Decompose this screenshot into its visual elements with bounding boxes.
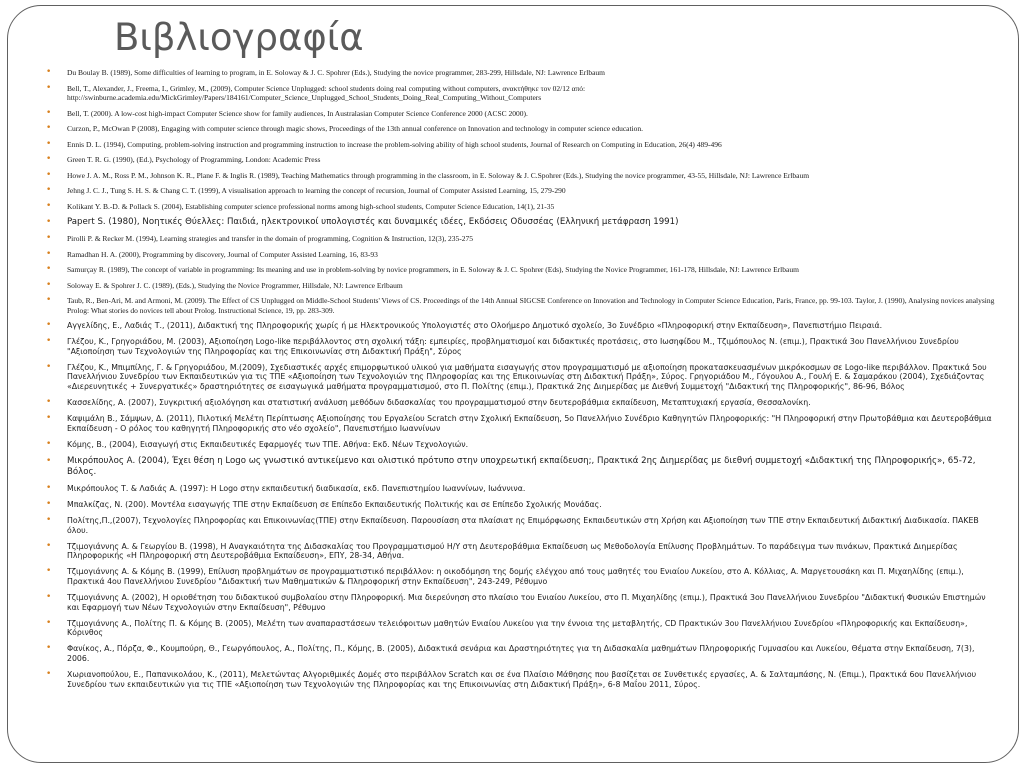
reference-item: • Soloway E. & Spohrer J. C. (1989), (Eds.), Studying the Novice Programmer, Hillsdale, NJ: Lawrence Erlbaum: [46, 281, 998, 291]
reference-item: • Kolikant Y. B.-D. & Pollack S. (2004), Establishing computer science professional norms among high-school students, Computer Science Education, 14(1), 21-35: [46, 202, 998, 212]
reference-item: • Bell, T., Alexander, J., Freema, I., Grimley, M., (2009), Computer Science Unplugged: school students doing real computing without computers, ανακτήθηκε τον 02/12 από: http://swinburne.academia.edu/MickGrimley/Papers/184161/Computer_Science_Unplugged_School_Students_Doing_Real_Computing_Without_Computers: [46, 84, 998, 103]
reference-item: • Green T. R. G. (1990), (Ed.), Psychology of Programming, London: Academic Press: [46, 155, 998, 165]
reference-item: • Πολίτης,Π.,(2007), Τεχνολογίες Πληροφορίας και Επικοινωνίας(ΤΠΕ) στην Εκπαίδευση. Παρουσίαση στα πλαίσιατ ης Επιμόρφωσης Εκπαιδευτικών στη Χρήση και Αξιοποίηση των ΤΠΕ στην Εκπαιδευτική Διδακτική Διαδικασία. ΠΑΚΕΒ όλου.: [46, 516, 998, 535]
reference-item: • Κόμης, Β., (2004), Εισαγωγή στις Εκπαιδευτικές Εφαρμογές των ΤΠΕ. Αθήνα: Εκδ. Νέων Τεχνολογιών.: [46, 440, 998, 450]
reference-item: • Γλέζου, Κ., Γρηγοριάδου, Μ. (2003), Αξιοποίηση Logo-like περιβάλλοντος στη σχολική τάξη: εμπειρίες, προβληματισμοί και διδακτικές προτάσεις, στο Ιωσηφίδου Μ., Τζιμόπουλος Ν. (επιμ.), Πρακτικά 3ου Πανελλήνιου Συνεδρίου "Αξιοποίηση των Τεχνολογιών της Πληροφορίας και της Επικοινωνίας στη Διδακτική Πράξη", Σύρος: [46, 337, 998, 356]
reference-item: • Τζιμογιάννης Α. & Κόμης Β. (1999), Επίλυση προβλημάτων σε προγραμματιστικό περιβάλλον: η οικοδόμηση της δομής ελέγχου από τους μαθητές του Ενιαίου Λυκείου, στο Α. Κόλλιας, Α. Μαργετουσάκη και Π. Μιχαηλίδης (επιμ.), Πρακτικά 4ου Πανελλήνιου Συνεδρίου "Διδακτική των Μαθηματικών & Πληροφορική στην Εκπαίδευση", 243-249, Ρέθυμνο: [46, 567, 998, 586]
reference-item: • Taub, R., Ben-Ari, M. and Armoni, M. (2009). The Effect of CS Unplugged on Middle-School Students' Views of CS. Proceedings of the 14th Annual SIGCSE Conference on Innovation and Technology in Computer Science Education, Paris, France, pp. 99-103. Taylor, J. (1990), Analysing novices analysing Prolog: What stories do novices tell about Prolog. Instructional Science, 19, pp. 283-309.: [46, 296, 998, 315]
slide-frame: [7, 5, 1019, 763]
reference-item: • Καψιμάλη Β., Σάμψων, Δ. (2011), Πιλοτική Μελέτη Περίπτωσης Αξιοποίησης του Εργαλείου Scratch στην Σχολική Εκπαίδευση, 5ο Πανελλήνιο Συνέδριο Καθηγητών Πληροφορικής: "Η Πληροφορική στην Πρωτοβάθμια και Δευτεροβάθμια Εκπαίδευση - Ο ρόλος του καθηγητή Πληροφορικής στο νέο σχολείο", Πανεπιστήμιο Ιωαννίνων: [46, 414, 998, 433]
reference-item: • Papert S. (1980), Νοητικές Θύελλες: Παιδιά, ηλεκτρονικοί υπολογιστές και δυναμικές ιδέες, Εκδόσεις Οδυσσέας (Ελληνική μετάφραση 1991): [46, 217, 998, 228]
reference-item: • Samurçay R. (1989), The concept of variable in programming: Its meaning and use in problem-solving by novice programmers, in E. Soloway & J. C. Spohrer (Eds), Studying the Novice Programmer, 161-178, Hillsdale, NJ: Lawrence Erlbaum: [46, 265, 998, 275]
reference-item: • Ennis D. L. (1994), Computing, problem-solving instruction and programming instruction to increase the problem-solving ability of high school students, Journal of Research on Computing in Education, 26(4) 489-496: [46, 140, 998, 150]
reference-item: • Jehng J. C. J., Tung S. H. S. & Chang C. T. (1999), A visualisation approach to learning the concept of recursion, Journal of Computer Assisted Learning, 15, 279-290: [46, 186, 998, 196]
reference-item: • Ramadhan H. A. (2000), Programming by discovery, Journal of Computer Assisted Learning, 16, 83-93: [46, 250, 998, 260]
reference-item: • Du Boulay B. (1989), Some difficulties of learning to program, in E. Soloway & J. C. Spohrer (Eds.), Studying the novice programmer, 283-299, Hillsdale, NJ: Lawrence Erlbaum: [46, 68, 998, 78]
reference-item: • Αγγελίδης, Ε., Λαδιάς Τ., (2011), Διδακτική της Πληροφορικής χωρίς ή με Ηλεκτρονικούς Υπολογιστές στο Ολοήμερο Δημοτικό σχολείο, 3ο Συνέδριο «Πληροφορική στην Εκπαίδευση», Πανεπιστήμιο Πειραιά.: [46, 321, 998, 331]
reference-item: • Γλέζου, Κ., Μπιμπίλης, Γ. & Γρηγοριάδου, Μ.(2009), Σχεδιαστικές αρχές επιμορφωτικού υλικού για μαθήματα εισαγωγής στον προγραμματισμό με αξιοποίηση προκατασκευασμένων μικρόκοσμων σε Logo-like περιβάλλον. Πρακτικά 5ου Πανελλήνιου Συνεδρίου των Εκπαιδευτικών για τις ΤΠΕ «Αξιοποίηση των Τεχνολογιών της Πληροφορίας και της Επικοινωνίας στη Διδακτική Πράξη», Σύρος. Γρηγοριάδου Μ., Γόγουλου Α., Γουλή Ε. & Σαμαράκου (2004), Σχεδιάζοντας «Διερευνητικές + Συνεργατικές» δραστηριότητες σε εισαγωγικά μαθήματα προγραμματισμού, στο Π. Πολίτης (επιμ.), Πρακτικά 2ης Διημερίδας με Διεθνή Συμμετοχή "Διδακτική της Πληροφορικής", 86-96, Βόλος: [46, 363, 998, 392]
reference-item: • Bell, T. (2000). A low-cost high-impact Computer Science show for family audiences, In Australasian Computer Science Conference 2000 (ACSC 2000).: [46, 109, 998, 119]
reference-item: • Pirolli P. & Recker M. (1994), Learning strategies and transfer in the domain of programming, Cognition & Instruction, 12(3), 235-275: [46, 234, 998, 244]
reference-item: • Τζιμογιάννης Α., Πολίτης Π. & Κόμης Β. (2005), Μελέτη των αναπαραστάσεων τελειόφοιτων μαθητών Ενιαίου Λυκείου για την έννοια της μεταβλητής, CD Πρακτικών 3ου Πανελλήνιου Συνεδρίου «Πληροφορικής και Εκπαίδευση», Κόρινθος: [46, 619, 998, 638]
slide-title: Βιβλιογραφία: [114, 16, 364, 59]
reference-item: • Τζιμογιάννης Α. & Γεωργίου Β. (1998), Η Αναγκαιότητα της Διδασκαλίας του Προγραμματισμού Η/Υ στη Δευτεροβάθμια Εκπαίδευση ως Μεθοδολογία Επίλυσης Προβλημάτων. Το παράδειγμα των πινάκων, Πρακτικά Διημερίδας Πληροφορικής «Η Πληροφορική στη Δευτεροβάθμια Εκπαίδευση», ΕΠΥ, 28-34, Αθήνα.: [46, 542, 998, 561]
reference-item: • Μικρόπουλος Α. (2004), Έχει θέση η Logo ως γνωστικό αντικείμενο και ολιστικό πρότυπο στην υποχρεωτική εκπαίδευση;, Πρακτικά 2ης Διημερίδας με διεθνή συμμετοχή «Διδακτική της Πληροφορικής», 65-72, Βόλος.: [46, 456, 998, 477]
reference-item: • Κασσελίδης, Α. (2007), Συγκριτική αξιολόγηση και στατιστική ανάλυση μεθόδων διδασκαλίας του προγραμματισμού στην δευτεροβάθμια εκπαίδευση, Μεταπτυχιακή εργασία, Θεσσαλονίκη.: [46, 398, 998, 408]
reference-item: • Φανίκος, Α., Πόρζα, Φ., Κουμπούρη, Θ., Γεωργόπουλος, Α., Πολίτης, Π., Κόμης, Β. (2005), Διδακτικά σενάρια και Δραστηριότητες για τη Διδασκαλία μαθημάτων Πληροφορικής Γυμνασίου και Λυκείου, Θέματα στην Εκπαίδευση, 7(3), 2006.: [46, 644, 998, 663]
reference-item: • Curzon, P., McOwan P (2008), Engaging with computer science through magic shows, Proceedings of the 13th annual conference on Innovation and technology in computer science education.: [46, 124, 998, 134]
reference-item: • Howe J. A. M., Ross P. M., Johnson K. R., Plane F. & Inglis R. (1989), Teaching Mathematics through programming in the classroom, in E. Soloway & J. C.Spohrer (Eds.), Studying the novice programmer, 43-55, Hillsdale, NJ: Lawrence Erlbaum: [46, 171, 998, 181]
reference-item: • Μικρόπουλος Τ. & Λαδιάς Α. (1997): Η Logo στην εκπαιδευτική διαδικασία, εκδ. Πανεπιστημίου Ιωαννίνων, Ιωάννινα.: [46, 484, 998, 494]
reference-item: • Μπαλκίζας, Ν. (200). Μοντέλα εισαγωγής ΤΠΕ στην Εκπαίδευση σε Επίπεδο Εκπαιδευτικής Πολιτικής και σε Επίπεδο Σχολικής Μονάδας.: [46, 500, 998, 510]
bibliography-list: [46, 68, 998, 696]
reference-item: • Τζιμογιάννης Α. (2002), Η οριοθέτηση του διδακτικού συμβολαίου στην Πληροφορική. Μια διερεύνηση στο πλαίσιο του Ενιαίου Λυκείου, στο Π. Μιχαηλίδης (επιμ.), Πρακτικά 3ου Πανελλήνιου Συνεδρίου "Διδακτική Φυσικών Επιστημών και Εφαρμογή των Νέων Τεχνολογιών στην Εκπαίδευση", Ρέθυμνο: [46, 593, 998, 612]
reference-item: • Χωριανοπούλου, Ε., Παπανικολάου, Κ., (2011), Μελετώντας Αλγοριθμικές Δομές στο περιβάλλον Scratch και σε ένα Πλαίσιο Μάθησης που βασίζεται σε Συνθετικές εργασίες, Α. & Σαλταμπάσης, Ν. (Επιμ.), Πρακτικά 6ου Πανελλήνιου Συνεδρίου των εκπαιδευτικών για τις ΤΠΕ «Αξιοποίηση των Τεχνολογιών της Πληροφορίας και της Επικοινωνίας στη Διδακτική Πράξη», 6-8 Μαΐου 2011, Σύρος.: [46, 670, 998, 689]
